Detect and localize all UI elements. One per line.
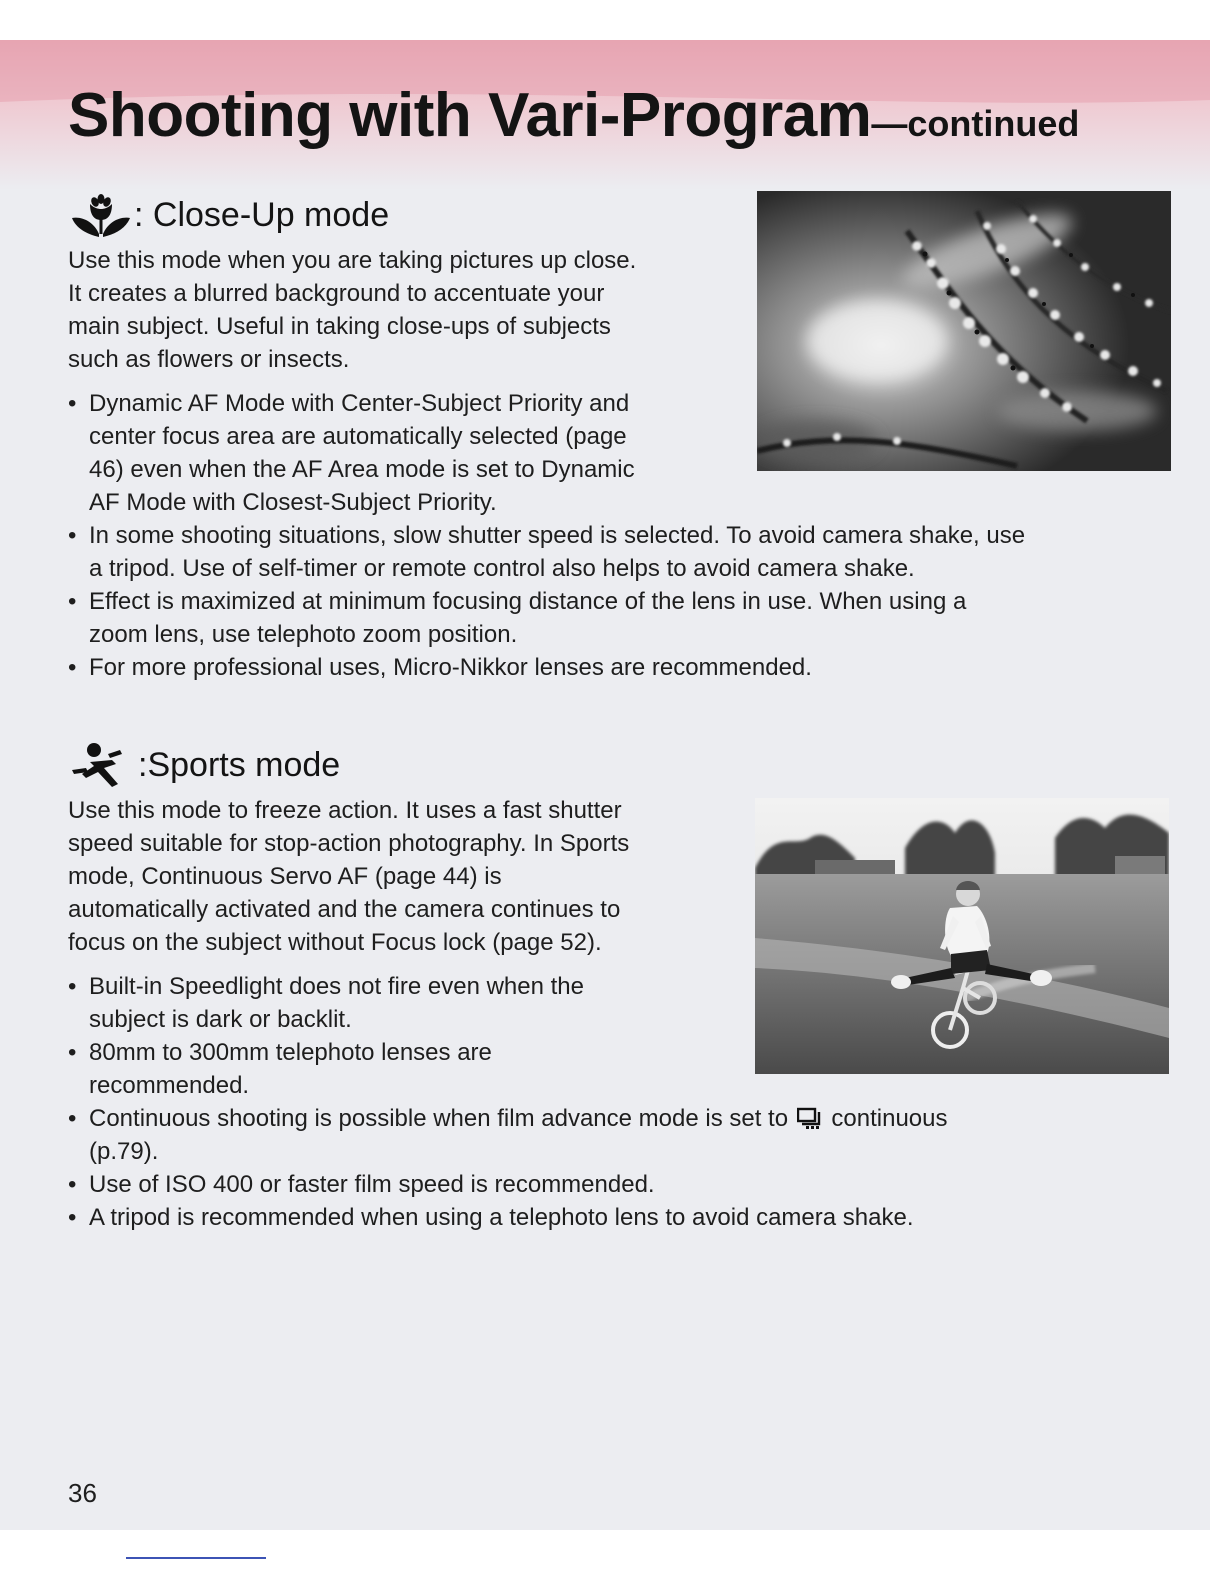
sports-intro-line-4: automatically activated and the camera continues to	[68, 896, 621, 923]
bottom-rule	[126, 1557, 266, 1559]
sports-intro-line-3: mode, Continuous Servo AF (page 44) is	[68, 863, 502, 890]
closeup-bullet-1-line-1: Dynamic AF Mode with Center-Subject Priority and	[89, 390, 630, 417]
closeup-heading-text: : Close-Up mode	[134, 195, 390, 234]
running-person-icon	[68, 740, 138, 790]
closeup-bullet-2-line-1: In some shooting situations, slow shutter speed is selected. To avoid camera shake, use	[89, 522, 1026, 549]
closeup-intro-line-1: Use this mode when you are taking pictures up close.	[68, 247, 637, 274]
closeup-intro-line-2: It creates a blurred background to accentuate your	[68, 280, 605, 307]
closeup-flower-photo	[757, 191, 1171, 471]
sports-intro-line-1: Use this mode to freeze action. It uses a fast shutter	[68, 797, 622, 824]
closeup-bullet-3-line-1: Effect is maximized at minimum focusing distance of the lens in use. When using a	[89, 588, 967, 615]
sports-bullet-1-line-2: subject is dark or backlit.	[89, 1006, 352, 1033]
closeup-bullet-min-focus	[68, 585, 1178, 651]
sports-bullet-tripod	[68, 1201, 1178, 1234]
page-title-suffix: —continued	[871, 103, 1080, 144]
flower-macro-icon	[68, 192, 134, 238]
closeup-intro-line-4: such as flowers or insects.	[68, 346, 350, 373]
closeup-bullet-4-line-1: For more professional uses, Micro-Nikkor lenses are recommended.	[89, 654, 812, 681]
sports-bullet-5-line-1: A tripod is recommended when using a telephoto lens to avoid camera shake.	[89, 1204, 914, 1231]
sports-bullet-2-line-2: recommended.	[89, 1072, 250, 1099]
sports-intro-line-5: focus on the subject without Focus lock (page 52).	[68, 929, 602, 956]
sports-bullet-continuous	[68, 1102, 1178, 1168]
closeup-intro-line-3: main subject. Useful in taking close-ups of subjects	[68, 313, 611, 340]
closeup-bullet-3-line-2: zoom lens, use telephoto zoom position.	[89, 621, 518, 648]
sports-bullet-2-line-1: 80mm to 300mm telephoto lenses are	[89, 1039, 492, 1066]
sports-cyclist-photo	[755, 798, 1169, 1074]
sports-bullet-4-line-1: Use of ISO 400 or faster film speed is recommended.	[89, 1171, 655, 1198]
manual-page	[0, 40, 1210, 1530]
sports-bullet-1-line-1: Built-in Speedlight does not fire even when the	[89, 973, 584, 1000]
closeup-bullet-1-line-3: 46) even when the AF Area mode is set to Dynamic	[89, 456, 635, 483]
page-title-main: Shooting with Vari-Program	[68, 81, 872, 150]
sports-bullet-3-text-after: continuous	[831, 1105, 948, 1132]
closeup-bullet-micro-nikkor	[68, 651, 1178, 684]
closeup-bullet-1-line-2: center focus area are automatically selected (page	[89, 423, 627, 450]
page-number: 36	[68, 1478, 97, 1508]
continuous-frames-icon	[797, 1107, 823, 1129]
closeup-bullet-1-line-4: AF Mode with Closest-Subject Priority.	[89, 489, 497, 516]
page-title	[68, 80, 1079, 151]
sports-heading	[68, 740, 1178, 790]
closeup-bullet-slow-shutter	[68, 519, 1178, 585]
sports-bullet-3-line-2: (p.79).	[89, 1138, 159, 1165]
sports-bullet-iso	[68, 1168, 1178, 1201]
closeup-bullet-2-line-2: a tripod. Use of self-timer or remote control also helps to avoid camera shake.	[89, 555, 915, 582]
sports-heading-text: :Sports mode	[138, 745, 341, 784]
sports-bullet-3-text-before: Continuous shooting is possible when film advance mode is set to	[89, 1105, 789, 1132]
sports-intro-line-2: speed suitable for stop-action photography. In Sports	[68, 830, 630, 857]
